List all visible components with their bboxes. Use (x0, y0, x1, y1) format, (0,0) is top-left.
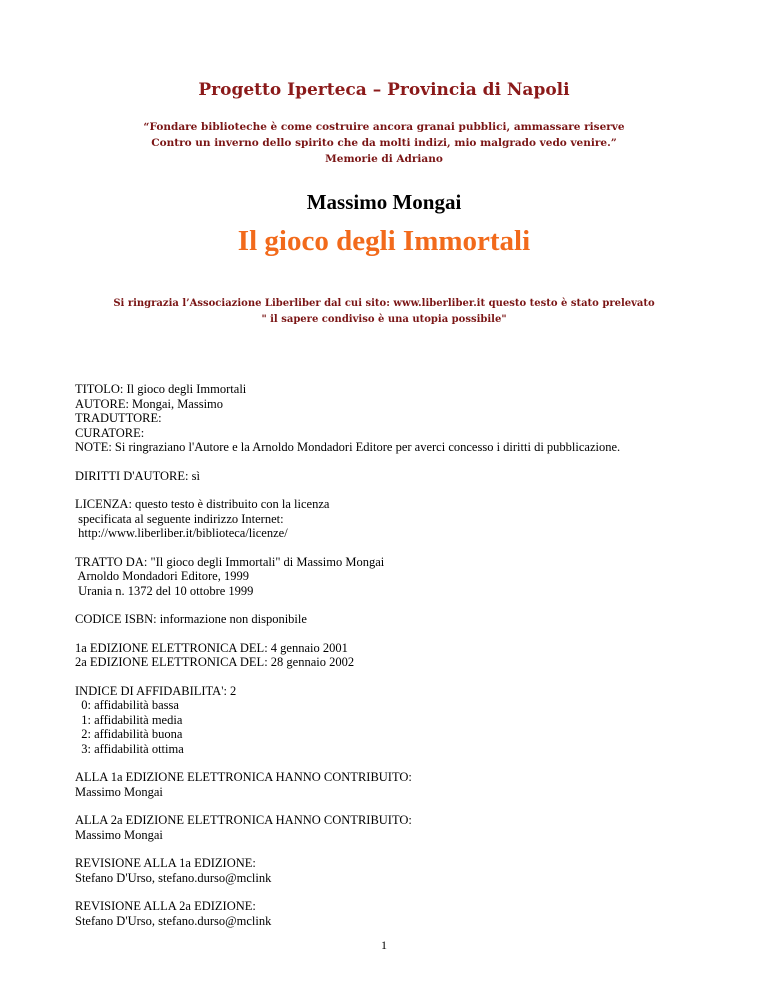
metadata-block-revision-1 (75, 856, 725, 885)
metadata-line: TRATTO DA: "Il gioco degli Immortali" di Massimo Mongai (75, 554, 385, 569)
metadata-block-title (75, 382, 725, 455)
acknowledgement (0, 296, 768, 328)
acknowledgement-motto: " il sapere condiviso è una utopia possibile" (261, 314, 507, 325)
quote-line: Contro un inverno dello spirito che da molti indizi, mio malgrado vedo venire.” (151, 137, 617, 149)
quote-line: “Fondare biblioteche è come costruire ancora granai pubblici, ammassare riserve (143, 121, 625, 133)
book-title: Il gioco degli Immortali (237, 225, 531, 257)
metadata-block-revision-2 (75, 899, 725, 928)
quote-source: Memorie di Adriano (325, 153, 443, 165)
epigraph-quote (0, 119, 768, 167)
page-number: 1 (381, 938, 387, 952)
metadata-section (75, 382, 725, 942)
metadata-line: DIRITTI D'AUTORE: sì (75, 468, 200, 483)
metadata-line: Arnoldo Mondadori Editore, 1999 (75, 569, 249, 583)
metadata-line: AUTORE: Mongai, Massimo (75, 396, 224, 411)
metadata-block-isbn (75, 612, 725, 627)
metadata-line: Urania n. 1372 del 10 ottobre 1999 (75, 583, 254, 598)
metadata-line: Stefano D'Urso, stefano.durso@mclink (75, 870, 272, 885)
metadata-line: 2: affidabilità buona (75, 727, 183, 741)
metadata-line: 2a EDIZIONE ELETTRONICA DEL: 28 gennaio 2002 (75, 655, 355, 669)
metadata-line: 3: affidabilità ottima (75, 741, 184, 756)
metadata-block-rights (75, 469, 725, 484)
metadata-line: Stefano D'Urso, stefano.durso@mclink (75, 913, 272, 928)
metadata-block-license (75, 497, 725, 541)
metadata-line: 1: affidabilità media (75, 712, 183, 727)
metadata-line: REVISIONE ALLA 1a EDIZIONE: (75, 856, 256, 870)
metadata-line: Massimo Mongai (75, 784, 163, 799)
metadata-line: 0: affidabilità bassa (75, 698, 179, 712)
metadata-block-editions (75, 641, 725, 670)
metadata-block-contributors-2 (75, 813, 725, 842)
metadata-block-source (75, 555, 725, 599)
acknowledgement-line: Si ringrazia l’Associazione Liberliber dal cui sito: www.liberliber.it questo testo è stato prelevato (113, 298, 655, 309)
metadata-block-contributors-1 (75, 770, 725, 799)
metadata-line: INDICE DI AFFIDABILITA': 2 (75, 683, 237, 698)
metadata-line: Massimo Mongai (75, 827, 163, 842)
metadata-line: LICENZA: questo testo è distribuito con la licenza (75, 497, 330, 511)
project-title: Progetto Iperteca – Provincia di Napoli (198, 80, 570, 100)
metadata-line: REVISIONE ALLA 2a EDIZIONE: (75, 899, 256, 913)
metadata-line: ALLA 1a EDIZIONE ELETTRONICA HANNO CONTRIBUITO: (75, 770, 412, 784)
metadata-line: TRADUTTORE: (75, 411, 162, 425)
metadata-line: CODICE ISBN: informazione non disponibile (75, 612, 307, 626)
book-author: Massimo Mongai (306, 190, 462, 214)
metadata-line: ALLA 2a EDIZIONE ELETTRONICA HANNO CONTRIBUITO: (75, 813, 412, 827)
metadata-line: TITOLO: Il gioco degli Immortali (75, 382, 247, 396)
metadata-line: 1a EDIZIONE ELETTRONICA DEL: 4 gennaio 2001 (75, 640, 348, 655)
metadata-line: specificata al seguente indirizzo Internet: (75, 511, 284, 526)
license-url: http://www.liberliber.it/biblioteca/licenze/ (75, 526, 288, 540)
metadata-line: NOTE: Si ringraziano l'Autore e la Arnoldo Mondadori Editore per averci concesso i diritti di pubblicazione. (75, 440, 621, 454)
metadata-block-reliability (75, 684, 725, 757)
metadata-line: CURATORE: (75, 425, 145, 440)
